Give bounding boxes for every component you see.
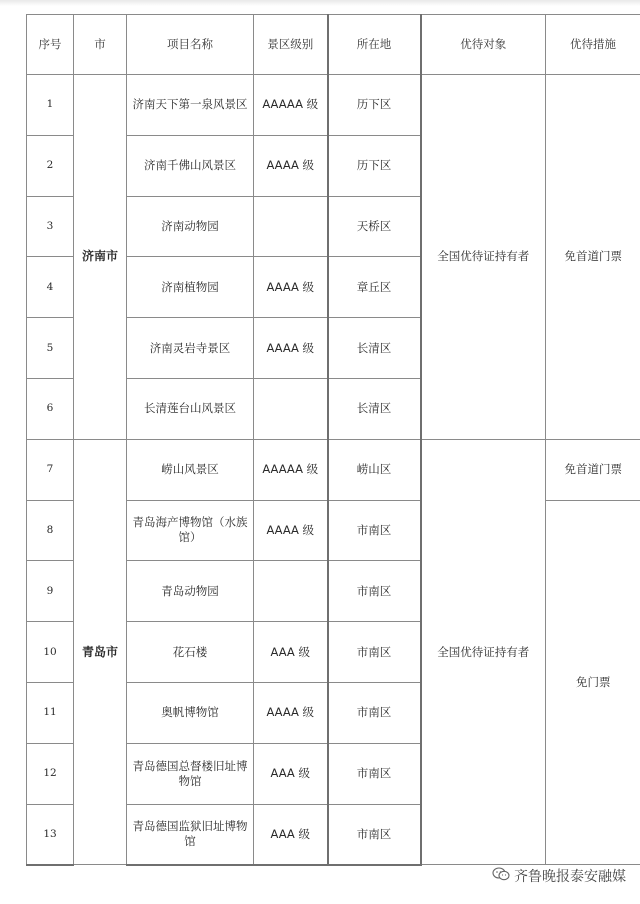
cell-seq: 10: [27, 622, 74, 683]
cell-location: 市南区: [328, 622, 421, 683]
cell-level: AAAA 级: [254, 500, 328, 561]
header-location: 所在地: [328, 15, 421, 75]
cell-seq: 9: [27, 561, 74, 622]
cell-seq: 7: [27, 439, 74, 500]
cell-seq: 1: [27, 75, 74, 136]
cell-location: 天桥区: [328, 196, 421, 257]
source-watermark: [492, 866, 626, 886]
cell-name: 济南天下第一泉风景区: [127, 75, 254, 136]
cell-location: 历下区: [328, 75, 421, 136]
cell-seq: 12: [27, 743, 74, 804]
header-beneficiary: 优待对象: [421, 15, 546, 75]
cell-measure-jinan: 免首道门票: [546, 75, 640, 440]
cell-name: 济南灵岩寺景区: [127, 318, 254, 379]
scenic-spot-table: [26, 14, 640, 866]
cell-level: AAA 级: [254, 743, 328, 804]
header-project-name: 项目名称: [127, 15, 254, 75]
wechat-icon: [492, 867, 510, 885]
cell-name: 青岛动物园: [127, 561, 254, 622]
cell-location: 市南区: [328, 804, 421, 865]
cell-level: [254, 561, 328, 622]
cell-level: AAAA 级: [254, 257, 328, 318]
cell-name: 济南动物园: [127, 196, 254, 257]
cell-city-qingdao: 青岛市: [74, 439, 127, 865]
cell-seq: 3: [27, 196, 74, 257]
cell-location: 市南区: [328, 561, 421, 622]
cell-name: 济南千佛山风景区: [127, 135, 254, 196]
table-row: [27, 439, 640, 500]
cell-name: 青岛德国监狱旧址博物馆: [127, 804, 254, 865]
cell-seq: 8: [27, 500, 74, 561]
header-seq: 序号: [27, 15, 74, 75]
cell-level: AAAAA 级: [254, 75, 328, 136]
cell-seq: 11: [27, 682, 74, 743]
cell-level: [254, 196, 328, 257]
cell-beneficiary-qingdao: 全国优待证持有者: [421, 439, 546, 865]
cell-level: AAA 级: [254, 622, 328, 683]
header-city: 市: [74, 15, 127, 75]
header-level: 景区级别: [254, 15, 328, 75]
cell-level: AAAA 级: [254, 135, 328, 196]
cell-measure-laoshan: 免首道门票: [546, 439, 640, 500]
cell-name: 崂山风景区: [127, 439, 254, 500]
cell-beneficiary-jinan: 全国优待证持有者: [421, 75, 546, 440]
table-header-row: [27, 15, 640, 75]
cell-level: AAAA 级: [254, 318, 328, 379]
cell-location: 长清区: [328, 318, 421, 379]
cell-level: AAA 级: [254, 804, 328, 865]
cell-seq: 4: [27, 257, 74, 318]
cell-level: AAAA 级: [254, 682, 328, 743]
source-label: 齐鲁晚报泰安融媒: [514, 869, 626, 885]
cell-location: 崂山区: [328, 439, 421, 500]
cell-name: 奥帆博物馆: [127, 682, 254, 743]
cell-location: 长清区: [328, 378, 421, 439]
cell-seq: 13: [27, 804, 74, 865]
cell-location: 章丘区: [328, 257, 421, 318]
cell-name: 花石楼: [127, 622, 254, 683]
cell-location: 市南区: [328, 682, 421, 743]
cell-location: 市南区: [328, 500, 421, 561]
cell-city-jinan: 济南市: [74, 75, 127, 440]
cell-measure-qingdao: 免门票: [546, 500, 640, 865]
cell-name: 青岛海产博物馆（水族馆）: [127, 500, 254, 561]
cell-level: AAAAA 级: [254, 439, 328, 500]
cell-seq: 5: [27, 318, 74, 379]
cell-name: 青岛德国总督楼旧址博物馆: [127, 743, 254, 804]
scan-edge: [0, 0, 640, 6]
header-measure: 优待措施: [546, 15, 640, 75]
cell-name: 长清莲台山风景区: [127, 378, 254, 439]
table-row: [27, 75, 640, 136]
cell-name: 济南植物园: [127, 257, 254, 318]
cell-location: 市南区: [328, 743, 421, 804]
cell-seq: 2: [27, 135, 74, 196]
cell-location: 历下区: [328, 135, 421, 196]
cell-level: [254, 378, 328, 439]
cell-seq: 6: [27, 378, 74, 439]
